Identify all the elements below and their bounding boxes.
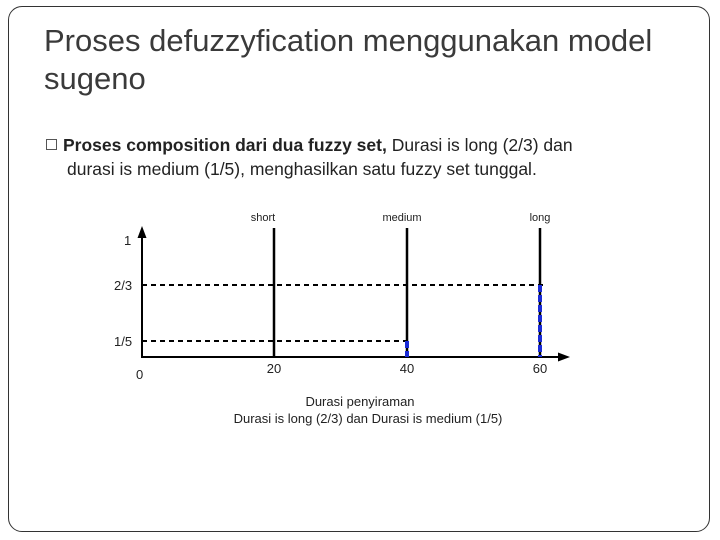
caption-line1: Durasi penyiraman xyxy=(305,394,415,409)
bullet-bold-text: Proses composition dari dua fuzzy set, xyxy=(63,135,387,155)
set-name-long: long xyxy=(529,212,551,224)
x-label-60: 60 xyxy=(532,361,548,376)
set-name-medium: medium xyxy=(382,212,422,224)
bullet-line2-text: durasi is medium (1/5), menghasilkan satu fuzzy set tunggal. xyxy=(67,159,537,179)
set-name-short: short xyxy=(250,212,276,224)
y-tick-label-1-5: 1/5 xyxy=(114,334,133,349)
x-label-20: 20 xyxy=(266,361,282,376)
slide-title: Proses defuzzyfication menggunakan model sugeno xyxy=(44,23,653,96)
origin-label: 0 xyxy=(136,367,144,382)
x-label-40: 40 xyxy=(399,361,415,376)
y-tick-label-2-3: 2/3 xyxy=(114,278,133,293)
x-axis-arrow-icon xyxy=(558,353,570,362)
bullet-line1-text: Durasi is long (2/3) dan xyxy=(386,135,573,155)
y-tick-label-1: 1 xyxy=(124,233,132,248)
y-axis-arrow-icon xyxy=(138,226,147,238)
caption-line2: Durasi is long (2/3) dan Durasi is medium (1/5) xyxy=(233,411,503,426)
